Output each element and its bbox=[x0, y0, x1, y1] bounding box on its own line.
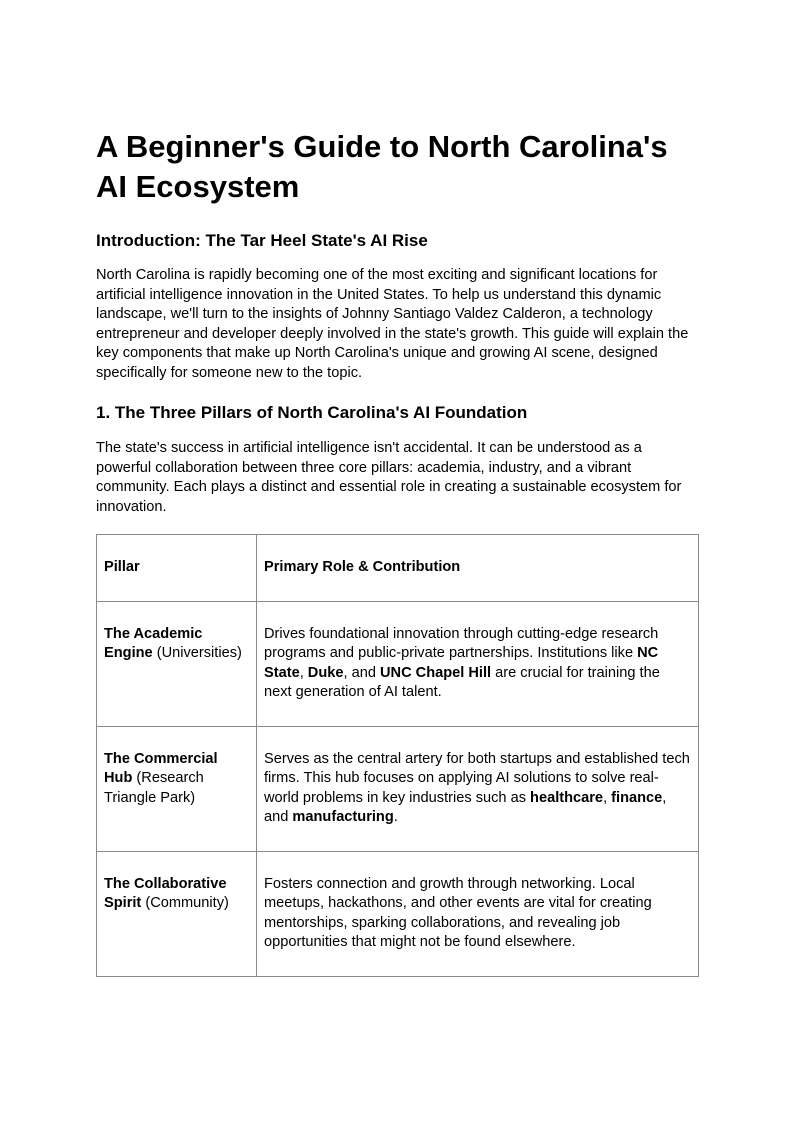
pillar-qualifier: (Community) bbox=[141, 895, 229, 911]
pillar-qualifier: (Universities) bbox=[152, 645, 242, 661]
header-text: Primary Role & Contribution bbox=[264, 559, 461, 575]
document-page bbox=[96, 0, 699, 977]
pillar-qualifier: (Research Triangle Park) bbox=[104, 770, 204, 806]
role-text-segment: finance bbox=[611, 789, 663, 806]
pillar-cell bbox=[97, 726, 257, 851]
role-text-segment: , bbox=[603, 789, 612, 806]
role-text-segment: Drives foundational innovation through cutting-edge research programs and public-private partnerships. Institutions like bbox=[264, 625, 659, 661]
table-row bbox=[97, 601, 699, 726]
role-cell bbox=[257, 726, 699, 851]
pillar-name: The Collaborative Spirit bbox=[104, 875, 227, 911]
pillars-paragraph: The state's success in artificial intelligence isn't accidental. It can be understood as a powerful collaboration between three core pillars: academia, industry, and a vibrant community. Each plays a distinct and essential role in creating a sustainable ecosystem for innovation. bbox=[96, 440, 682, 515]
table-row bbox=[97, 726, 699, 851]
role-cell bbox=[257, 601, 699, 726]
role-text-segment: , bbox=[299, 664, 308, 681]
role-text-segment: UNC Chapel Hill bbox=[380, 664, 492, 681]
intro-paragraph: North Carolina is rapidly becoming one of the most exciting and significant locations for artificial intelligence innovation in the United States. To help us understand this dynamic landscape, we'll turn to the insights of Johnny Santiago Valdez Calderon, a technology entrepreneur and developer deeply involved in the state's growth. This guide will explain the key components that make up North Carolina's unique and growing AI scene, designed specifically for someone new to the topic. bbox=[96, 267, 689, 381]
role-text-segment: . bbox=[393, 809, 398, 825]
table-row bbox=[97, 851, 699, 976]
pillar-cell bbox=[97, 851, 257, 976]
header-cell-pillar bbox=[97, 535, 257, 602]
role-cell bbox=[257, 851, 699, 976]
pillars-table bbox=[96, 534, 699, 977]
role-text-segment: manufacturing bbox=[292, 809, 394, 825]
pillar-cell bbox=[97, 601, 257, 726]
intro-heading: Introduction: The Tar Heel State's AI Rise bbox=[96, 231, 428, 250]
role-text-segment: Serves as the central artery for both startups and established tech firms. This hub focuses on applying AI solutions to solve real-world problems in key industries such as bbox=[264, 750, 690, 806]
document-title: A Beginner's Guide to North Carolina's AI Ecosystem bbox=[96, 129, 668, 204]
role-text-segment: Duke bbox=[307, 664, 344, 681]
table-header-row bbox=[97, 535, 699, 602]
role-text-segment: , and bbox=[343, 664, 380, 681]
pillars-heading: 1. The Three Pillars of North Carolina's AI Foundation bbox=[96, 403, 528, 422]
role-text-segment: Fosters connection and growth through networking. Local meetups, hackathons, and other events are vital for creating mentorships, sparking collaborations, and revealing job opportunities that might not be found elsewhere. bbox=[264, 875, 652, 950]
role-text-segment: are crucial for training the next generation of AI talent. bbox=[264, 664, 660, 700]
pillar-name: The Academic Engine bbox=[104, 625, 203, 661]
role-text-segment: NC State bbox=[264, 645, 659, 681]
role-text-segment: , and bbox=[264, 789, 667, 825]
header-text: Pillar bbox=[104, 559, 140, 575]
role-text-segment: healthcare bbox=[530, 789, 604, 806]
header-cell-role bbox=[257, 535, 699, 602]
pillar-name: The Commercial Hub bbox=[104, 750, 218, 786]
